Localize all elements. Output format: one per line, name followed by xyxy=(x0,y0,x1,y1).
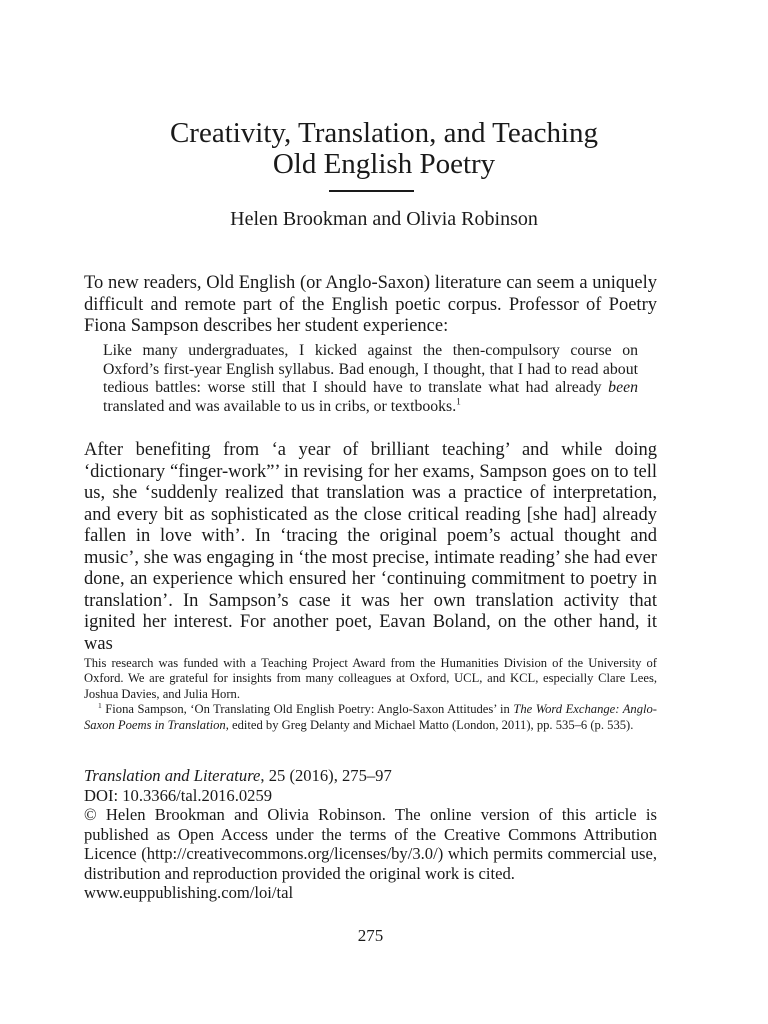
article-authors: Helen Brookman and Olivia Robinson xyxy=(230,208,538,230)
footnote-1 xyxy=(84,702,657,733)
footnotes-section xyxy=(84,656,657,733)
footnote-1-marker: 1 xyxy=(98,701,102,711)
funding-note: This research was funded with a Teaching Project Award from the Humanities Division of the University of Oxford. We are grateful for insights from many colleagues at Oxford, UCL, and KCL, especially Clare Lees, Joshua Davies, and Julia Horn. xyxy=(84,656,657,701)
doi-line[interactable]: DOI: 10.3366/tal.2016.0259 xyxy=(84,785,273,805)
journal-name: Translation and Literature xyxy=(84,766,261,785)
footnote-1-text-start: Fiona Sampson, ‘On Translating Old English Poetry: Anglo-Saxon Attitudes’ in xyxy=(101,702,514,717)
body-paragraph-2: After benefiting from ‘a year of brilliant teaching’ and while doing ‘dictionary “finger-work”’ in revising for her exams, Sampson goes on to tell us, she ‘suddenly realized that translation was a practice of interpretation, and every bit as sophisticated as the close critical reading [she had] already fallen in love with’. In ‘tracing the original poem’s actual thought and music’, she was engaging in ‘the most precise, intimate reading’ she had ever done, an experience which ensured her ‘continuing commitment to poetry in translation’. In Sampson’s case it was her own translation activity that ignited her interest. For another poet, Eavan Boland, on the other hand, it was xyxy=(84,440,657,654)
title-line-1: Creativity, Translation, and Teaching xyxy=(169,117,599,149)
quote-emphasis: been xyxy=(608,379,638,396)
license-statement: © Helen Brookman and Olivia Robinson. The online version of this article is published as Open Access under the terms of the Creative Commons Attribution Licence (http://creativecommons.org/licenses/by/3.0/) which permits commercial use, distribution and reproduction provided the original work is cited. xyxy=(84,805,657,883)
publication-info xyxy=(84,766,657,903)
footnote-1-text-end: , edited by Greg Delanty and Michael Matto (London, 2011), pp. 535–6 (p. 535). xyxy=(225,717,634,732)
title-line-2: Old English Poetry xyxy=(272,148,496,180)
article-title xyxy=(84,118,684,180)
publisher-url[interactable]: www.euppublishing.com/loi/tal xyxy=(84,883,294,902)
footnote-1-book-title: The Word Exchange: Anglo-Saxon Poems in Translation xyxy=(84,702,657,732)
page-number: 275 xyxy=(357,926,384,945)
block-quote xyxy=(103,342,638,416)
volume-info: , 25 (2016), 275–97 xyxy=(260,766,392,785)
title-divider xyxy=(329,190,414,192)
footnote-marker-1[interactable]: 1 xyxy=(456,397,461,408)
quote-text-end: translated and was available to us in cribs, or textbooks. xyxy=(103,397,457,415)
quote-text-start: Like many undergraduates, I kicked against the then-compulsory course on Oxford’s first-year English syllabus. Bad enough, I thought, that I had to read about tedious battles: worse still that I should have to translate what had already xyxy=(103,342,638,396)
body-paragraph-1: To new readers, Old English (or Anglo-Saxon) literature can seem a uniquely difficult and remote part of the English poetic corpus. Professor of Poetry Fiona Sampson describes her student experience: xyxy=(84,273,657,336)
citation-line xyxy=(84,766,657,786)
